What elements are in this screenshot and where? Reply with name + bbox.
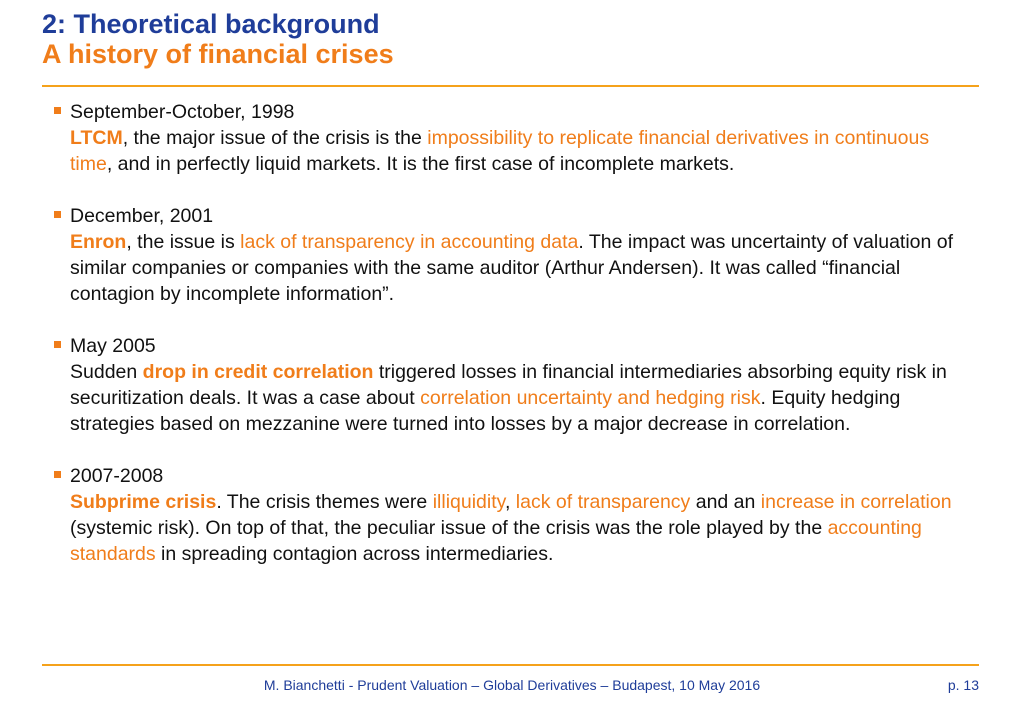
- highlighted-term: correlation uncertainty and hedging risk: [420, 387, 761, 409]
- crisis-list: [52, 99, 972, 567]
- square-bullet-icon: [54, 211, 61, 218]
- crisis-date: May 2005: [70, 335, 156, 357]
- body-text: . The crisis themes were: [216, 491, 433, 513]
- body-text: . The impact was uncertainty of valuation of similar companies or companies with the same auditor (Arthur Andersen). It was called “financial contagion by incomplete information”.: [70, 231, 954, 305]
- crisis-item-2001: [52, 203, 972, 307]
- highlighted-term: accounting standards: [70, 517, 922, 565]
- highlighted-term: impossibility to replicate financial derivatives in continuous time: [70, 127, 930, 175]
- crisis-date: 2007-2008: [70, 465, 164, 487]
- slide-header: [42, 8, 394, 70]
- body-text: Sudden: [70, 361, 143, 383]
- footer-citation: M. Bianchetti - Prudent Valuation – Global Derivatives – Budapest, 10 May 2016: [263, 677, 761, 693]
- highlighted-term: drop in credit correlation: [142, 361, 374, 383]
- body-text: . Equity hedging strategies based on mezzanine were turned into losses by a major decrease in correlation.: [70, 387, 901, 435]
- crisis-description: [70, 489, 972, 567]
- header-divider: [42, 85, 979, 87]
- crisis-date: December, 2001: [70, 205, 214, 227]
- highlighted-term: Subprime crisis: [70, 491, 217, 513]
- footer-divider: [42, 664, 979, 666]
- body-text: , the major issue of the crisis is the: [122, 127, 428, 149]
- body-text: in spreading contagion across intermediaries.: [155, 543, 554, 565]
- crisis-item-2005: [52, 333, 972, 437]
- highlighted-term: lack of transparency in accounting data: [240, 231, 579, 253]
- crisis-description: [70, 359, 972, 437]
- body-text: ,: [504, 491, 516, 513]
- body-text: (systemic risk). On top of that, the peculiar issue of the crisis was the role played by the: [70, 517, 828, 539]
- crisis-item-1998: [52, 99, 972, 177]
- highlighted-term: illiquidity: [432, 491, 505, 513]
- highlighted-term: increase in correlation: [760, 491, 952, 513]
- highlighted-term: LTCM: [70, 127, 123, 149]
- slide-title: 2: Theoretical background: [42, 9, 380, 39]
- crisis-item-2007: [52, 463, 972, 567]
- body-text: , and in perfectly liquid markets. It is the first case of incomplete markets.: [106, 153, 735, 175]
- slide-subtitle: A history of financial crises: [42, 39, 394, 69]
- body-text: and an: [690, 491, 761, 513]
- crisis-description: [70, 125, 972, 177]
- page-number: p. 13: [947, 677, 979, 693]
- crisis-date: September-October, 1998: [70, 101, 295, 123]
- square-bullet-icon: [54, 107, 61, 114]
- square-bullet-icon: [54, 341, 61, 348]
- body-text: , the issue is: [126, 231, 241, 253]
- crisis-description: [70, 229, 972, 307]
- highlighted-term: lack of transparency: [515, 491, 691, 513]
- body-text: triggered losses in financial intermediaries absorbing equity risk in securitization deals. It was a case about: [70, 361, 947, 409]
- highlighted-term: Enron: [70, 231, 127, 253]
- square-bullet-icon: [54, 471, 61, 478]
